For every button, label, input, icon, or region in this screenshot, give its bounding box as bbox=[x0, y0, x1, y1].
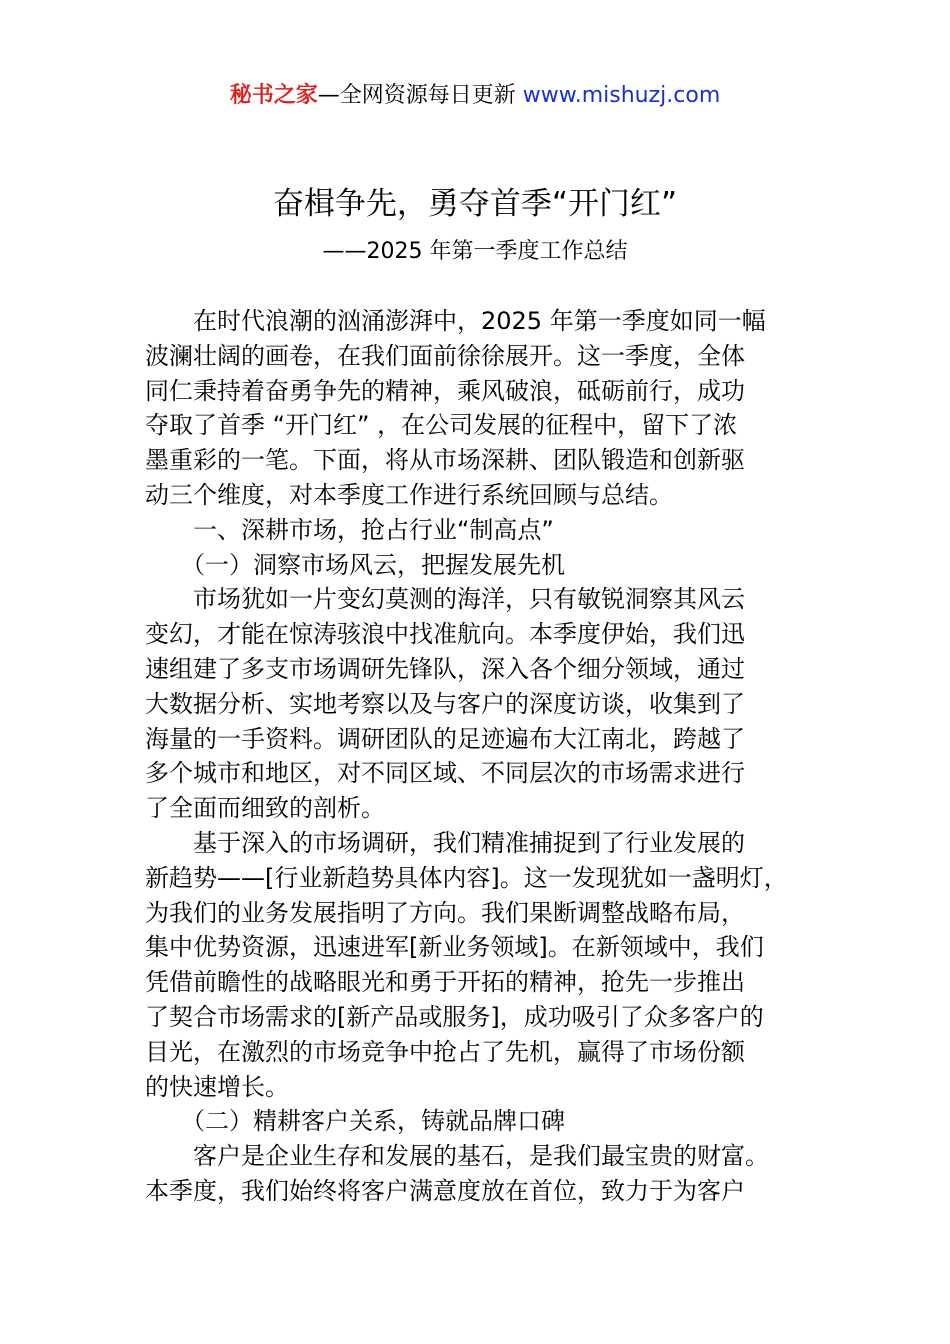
site-watermark-header bbox=[0, 80, 950, 112]
body-line: 的快速增长。 bbox=[145, 1072, 289, 1101]
document-body bbox=[145, 304, 835, 1209]
body-line: 新趋势——[行业新趋势具体内容]。这一发现犹如一盏明灯， bbox=[145, 863, 788, 892]
body-line: 速组建了多支市场调研先锋队，深入各个细分领域，通过 bbox=[145, 654, 745, 683]
body-line: 市场犹如一片变幻莫测的海洋，只有敏锐洞察其风云 bbox=[145, 585, 745, 614]
body-line: 集中优势资源，迅速进军[新业务领域]。在新领域中，我们 bbox=[145, 933, 764, 962]
subsection-heading: （二）精耕客户关系，铸就品牌口碑 bbox=[145, 1107, 565, 1136]
body-line: 墨重彩的一笔。下面，将从市场深耕、团队锻造和创新驱 bbox=[145, 446, 745, 475]
body-line: 海量的一手资料。调研团队的足迹遍布大江南北，跨越了 bbox=[145, 724, 745, 753]
body-line: 本季度，我们始终将客户满意度放在首位，致力于为客户 bbox=[145, 1176, 745, 1205]
body-line: 了全面而细致的剖析。 bbox=[145, 794, 385, 823]
document-title: 奋楫争先，勇夺首季“开门红” bbox=[272, 186, 678, 222]
section-heading: 一、深耕市场，抢占行业“制高点” bbox=[145, 515, 554, 544]
body-line: 目光，在激烈的市场竞争中抢占了先机，赢得了市场份额 bbox=[145, 1037, 745, 1066]
body-line: 客户是企业生存和发展的基石，是我们最宝贵的财富。 bbox=[145, 1142, 769, 1171]
body-line: 基于深入的市场调研，我们精准捕捉到了行业发展的 bbox=[145, 828, 745, 857]
body-line: 凭借前瞻性的战略眼光和勇于开拓的精神，抢先一步推出 bbox=[145, 968, 745, 997]
body-line: 同仁秉持着奋勇争先的精神，乘风破浪，砥砺前行，成功 bbox=[145, 376, 745, 405]
site-tagline: —全网资源每日更新 bbox=[317, 83, 523, 108]
body-line: 多个城市和地区，对不同区域、不同层次的市场需求进行 bbox=[145, 759, 745, 788]
document-subtitle: ——2025 年第一季度工作总结 bbox=[322, 239, 628, 264]
body-line: 为我们的业务发展指明了方向。我们果断调整战略布局， bbox=[145, 898, 745, 927]
body-line: 波澜壮阔的画卷，在我们面前徐徐展开。这一季度，全体 bbox=[145, 341, 745, 370]
body-line: 变幻，才能在惊涛骇浪中找准航向。本季度伊始，我们迅 bbox=[145, 620, 745, 649]
body-line: 在时代浪潮的汹涌澎湃中，2025 年第一季度如同一幅 bbox=[145, 307, 766, 335]
site-brand: 秘书之家 bbox=[229, 83, 318, 108]
site-url: www.mishuzj.com bbox=[522, 83, 721, 108]
body-line: 了契合市场需求的[新产品或服务]，成功吸引了众多客户的 bbox=[145, 1002, 764, 1031]
body-line: 夺取了首季 “开门红” ，在公司发展的征程中，留下了浓 bbox=[145, 411, 738, 440]
body-line: 大数据分析、实地考察以及与客户的深度访谈，收集到了 bbox=[145, 689, 745, 718]
body-line: 动三个维度，对本季度工作进行系统回顾与总结。 bbox=[145, 480, 673, 509]
subsection-heading: （一）洞察市场风云，把握发展先机 bbox=[145, 550, 565, 579]
